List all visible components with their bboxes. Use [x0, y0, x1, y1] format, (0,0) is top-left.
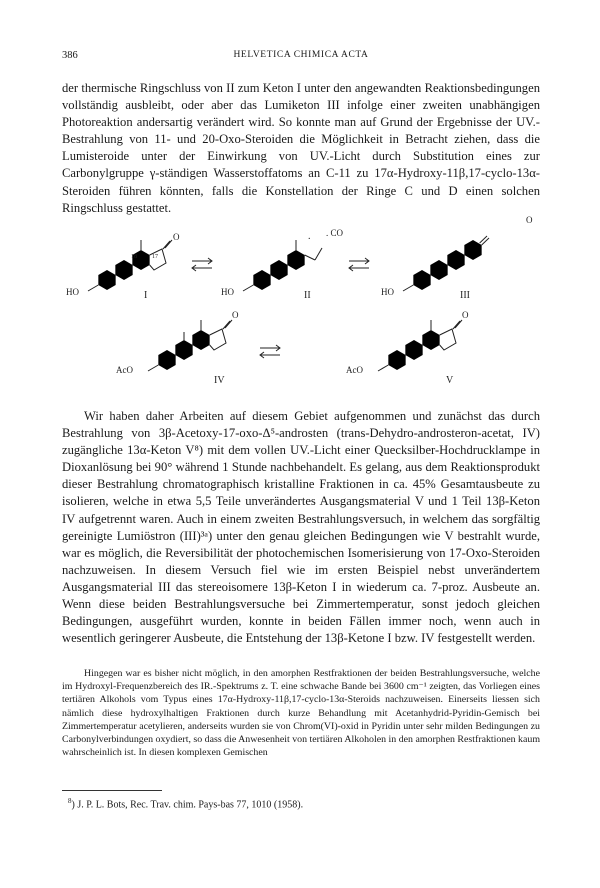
footnote-text: J. P. L. Bots, Rec. Trav. chim. Pays-bas 77, 1010 (1958). [77, 799, 304, 811]
structure-4-carbonyl: O [232, 310, 239, 320]
structure-2-carbonyl: . CO [326, 228, 344, 238]
structure-3-carbonyl: O [526, 215, 533, 225]
compound-label-3: III [460, 290, 470, 301]
paragraph-small-print: Hingegen war es bisher nicht möglich, in den amorphen Restfraktionen der beiden Bestrahlungsversuche, welche im Hydroxyl-Frequenzbereich des IR.-Spektrums z. T. eine schwache Bande bei 3600 cm⁻¹ zeigten, das Vorliegen eines tertiären Alkohols vom Typus eines 17α-Hydroxy-11β,17-cyclo-13α-Steroids nachzuweisen. Einerseits liessen sich nämlich diese hydroxylhaltigen Fraktionen durch kurze Behandlung mit Acetanhydrid-Pyridin-Gemisch bei Zimmertemperatur acetylieren, anderseits wurden sie von Chrom(VI)-oxid in Pyridin unter sehr milden Bedingungen zu Carbonylverbindungen oxydiert, so dass die Anwesenheit von tertiären Alkoholen in den amorphen Restfraktionen kaum wahrscheinlich ist. In diesen komplexen Gemischen [62, 668, 540, 759]
reaction-scheme-svg [62, 205, 540, 400]
compound-label-5: V [446, 375, 454, 386]
page-number: 386 [62, 50, 78, 61]
structure-1-carbonyl: O [173, 232, 180, 242]
reaction-scheme [62, 205, 540, 400]
running-title: HELVETICA CHIMICA ACTA [233, 50, 369, 60]
footnote-marker: 8 [68, 797, 72, 805]
structure-1-atom-17: 17 [152, 254, 158, 260]
structure-3-substituent: HO [381, 287, 394, 297]
paragraph-main: Wir haben daher Arbeiten auf diesem Gebiet aufgenommen und zunächst das durch Bestrahlung von 3β-Acetoxy-17-oxo-Δ⁵-androsten (trans-Dehydro-androsteron-acetat, IV) zugängliche 13α-Keton V⁸) mit dem vollen UV.-Licht einer Quecksilber-Hochdrucklampe in Dioxanlösung bei 90° während 1 Stunde nachbehandelt. Es gelang, aus dem Reaktionsprodukt dieser Bestrahlung chromatographisch kristalline Fraktionen in ca. 45% Gesamtausbeute zu isolieren, welche in etwa 5,5 Teile unverändertes Ausgangsmaterial V und 1 Teil 13β-Keton IV aufgetrennt waren. Auch in einem zweiten Bestrahlungsversuch, in welchem das sorgfältig gereinigte Lumiöstron (III)³ᵃ) unter den genau gleichen Bedingungen wie V bestrahlt wurde, war es möglich, die Reversibilität der photochemischen Isomerisierung von 17-Oxo-Steroiden nachzuweisen. In diesem Versuch fiel wie im ersten Beispiel nebst unverändertem Ausgangsmaterial III das stereoisomere 13β-Keton I in wiederum ca. 7-proz. Ausbeute an. Wenn diese beiden Bestrahlungsversuche bei Zimmertemperatur, sonst jedoch gleichen Bedingungen, ausgeführt wurden, konnte in beiden Fällen immer noch, wenn auch in wesentlich geringerer Ausbeute, die Entstehung der 13β-Ketone I bzw. IV festgestellt werden. [62, 409, 540, 646]
structure-1-atom-18: 18 [131, 254, 137, 260]
paragraph-intro: der thermische Ringschluss von II zum Keton I unter den angewandten Reaktionsbedingungen vollständig ausbleibt, oder aber das Lumiketon III infolge einer zweiten unabhängigen Photoreaktion andersartig verändert wird. So konnte man auf Grund der Ergebnisse der UV.-Bestrahlung von 11- und 20-Oxo-Steroiden die Möglichkeit in Betracht ziehen, dass die Lumisteroide unter der Einwirkung von UV.-Licht durch Substitution eines zur Carbonylgruppe γ-ständigen Wasserstoffatoms an C-11 zu 17α-Hydroxy-11β,17-cyclo-13α-Steroiden führen könnten, falls die Konstellation der Ringe C und D einen solchen Ringschluss gestattet. [62, 81, 540, 215]
structure-1-substituent: HO [66, 287, 79, 297]
structure-compound-5 [378, 320, 462, 371]
equilibrium-arrow-3 [260, 345, 280, 358]
structure-compound-3 [403, 236, 489, 291]
compound-label-2: II [304, 290, 311, 301]
page-header [62, 50, 540, 64]
structure-5-substituent: AcO [346, 365, 363, 375]
structure-5-carbonyl: O [462, 310, 469, 320]
footnote-rule [62, 790, 162, 791]
structure-2-radical-dot: . [308, 231, 311, 242]
structure-2-substituent: HO [221, 287, 234, 297]
compound-label-4: IV [214, 375, 225, 386]
footnote: $^8$) J. P. L. Bots, Rec. Trav. chim. Pays-bas 77, 1010 (1958). [68, 797, 304, 811]
structure-4-substituent: AcO [116, 365, 133, 375]
equilibrium-arrow-1 [192, 258, 212, 271]
structure-compound-1 [88, 240, 172, 291]
structure-compound-2 [243, 240, 322, 291]
compound-label-1: I [144, 290, 148, 301]
structure-compound-4 [148, 320, 232, 371]
equilibrium-arrow-2 [349, 258, 369, 271]
